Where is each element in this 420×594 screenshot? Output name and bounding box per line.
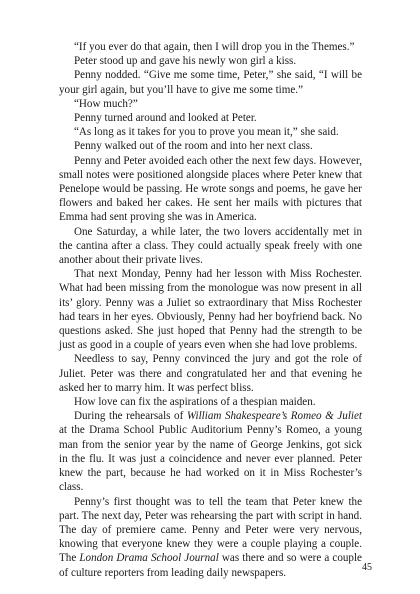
paragraph: That next Monday, Penny had her lesson with Miss Rochester. What had been missing from the monologue was now present in all its’ glory. Penny was a Juliet so extraordinary that Miss Rochester had tears in her eyes. Obviously, Penny had her boyfriend back. No questions asked. She just hoped that Penny had the strength to be just as good in a couple of years even when she had love problems. bbox=[59, 268, 362, 352]
paragraph: Needless to say, Penny convinced the jury and got the role of Juliet. Peter was there and congratulated her and that evening he asked her to marry him. It was perfect bliss. bbox=[59, 353, 362, 394]
paragraph: “As long as it takes for you to prove you mean it,” she said. bbox=[74, 126, 339, 139]
page-number: 45 bbox=[362, 562, 372, 573]
paragraph: Peter stood up and gave his newly won girl a kiss. bbox=[74, 55, 297, 68]
paragraph: Penny walked out of the room and into her next class. bbox=[74, 140, 313, 153]
final-tail-text: was there and so were a couple of culture reporters from leading daily newspapers. bbox=[59, 552, 362, 579]
rehearsal-paragraph bbox=[59, 409, 362, 494]
rehearsal-lead-text: During the rehearsals of bbox=[74, 410, 187, 423]
paragraph: “If you ever do that again, then I will drop you in the Themes.” bbox=[74, 41, 355, 53]
final-paragraph bbox=[59, 495, 362, 580]
paragraph: Penny nodded. “Give me some time, Peter,” she said, “I will be your girl again, but you’ll have to give me some time.” bbox=[59, 69, 362, 96]
paragraph: “How much?” bbox=[74, 97, 138, 110]
rehearsal-tail-text: at the Drama School Public Auditorium Penny’s Romeo, a young man from the senior year by the name of George Jenkins, got sick in the flu. It was just a coincidence and never ever planned. Peter knew the part, because he had worked on it in Miss Rochester’s class. bbox=[59, 424, 362, 494]
final-lead-text: Penny’s first thought was to tell the team that Peter knew the part. The next day, Peter was rehearsing the part with script in hand. The day of premiere came. Penny and Peter were very nervous, knowing that everyone knew they were a couple playing a couple. The bbox=[59, 495, 362, 565]
body-text bbox=[59, 40, 362, 580]
paragraph: How love can fix the aspirations of a thespian maiden. bbox=[74, 396, 316, 409]
paragraph: Penny and Peter avoided each other the next few days. However, small notes were positioned alongside places where Peter knew that Penelope would be passing. He wrote songs and poems, he gave her flowers and baked her cakes. He sent her mails with pictures that Emma had sent proving she was in America. bbox=[59, 154, 362, 224]
journal-title: London Drama School Journal bbox=[79, 552, 219, 565]
paragraph: One Saturday, a while later, the two lovers accidentally met in the cantina after a class. They could actually speak freely with one another about their private lives. bbox=[59, 225, 362, 267]
paragraph: Penny turned around and looked at Peter. bbox=[74, 112, 257, 125]
play-title: William Shakespeare’s Romeo & Juliet bbox=[186, 410, 362, 423]
